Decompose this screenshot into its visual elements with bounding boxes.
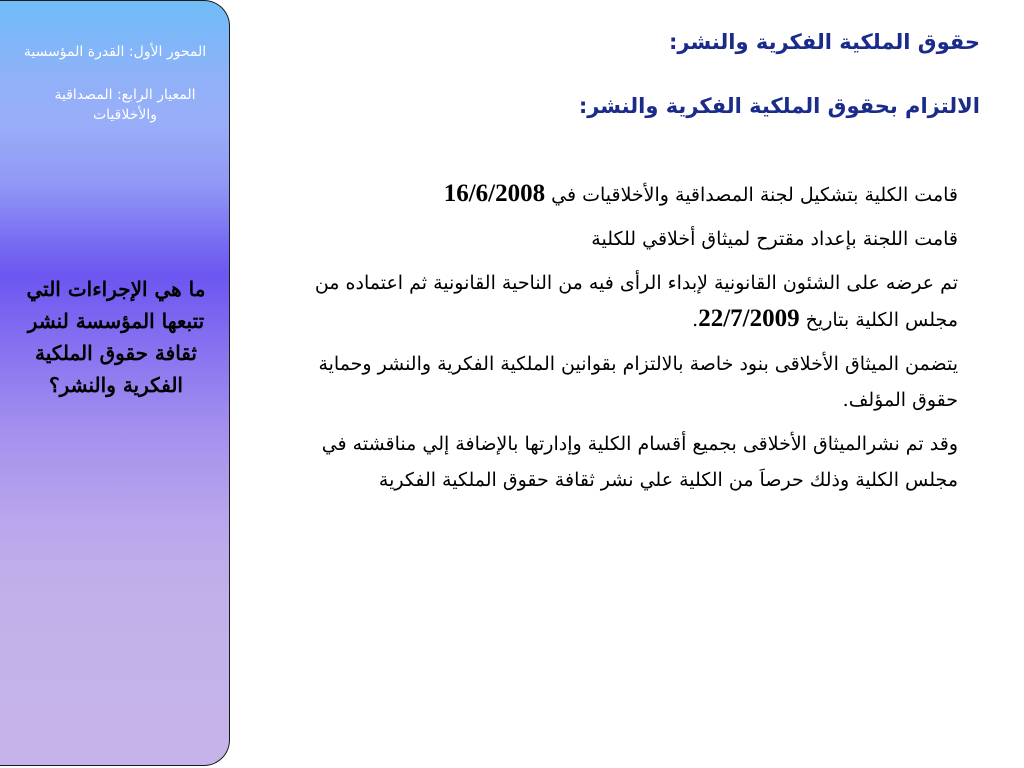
paragraph-dissemination [300,426,958,498]
axis-label: المحور الأول: القدرة المؤسسية [23,44,207,60]
side-question: ما هي الإجراءات التي تتبعها المؤسسة لنشر ثقافة حقوق الملكية الفكرية والنشر؟ [26,277,206,397]
paragraph-text: وقد تم نشرالميثاق الأخلاقى بجميع أقسام الكلية وإدارتها بالإضافة إلي مناقشته في مجلس الكلية وذلك حرصاَ من الكلية علي نشر ثقافة حقوق الملكية الفكرية [321,433,958,491]
date-value: 22/7/2009 [698,305,800,332]
paragraph-text: قامت الكلية بتشكيل لجنة المصداقية والأخلاقيات في [545,184,958,206]
date-value: 16/6/2008 [443,180,546,207]
paragraph-text: قامت اللجنة بإعداد مقترح لميثاق أخلاقي للكلية [591,228,958,250]
paragraph-approval [300,265,958,338]
standard-label: المعيار الرابع: المصداقية والأخلاقيات [54,87,196,123]
paragraph-charter-content [300,346,958,418]
paragraph-text: تم عرضه على الشئون القانونية لإبداء الرأى فيه من الناحية القانونية ثم اعتماده من مجلس الكلية بتاريخ [314,272,958,331]
slide-subtitle: الالتزام بحقوق الملكية الفكرية والنشر: [578,94,980,118]
body-text [300,176,958,506]
paragraph-committee [300,176,958,213]
slide-title: حقوق الملكية الفكرية والنشر: [668,30,980,54]
side-panel [0,0,230,766]
paragraph-charter-proposal [300,221,958,257]
paragraph-text: يتضمن الميثاق الأخلاقى بنود خاصة بالالتزام بقوانين الملكية الفكرية والنشر وحماية حقوق المؤلف. [318,353,958,411]
paragraph-end: . [692,309,699,331]
